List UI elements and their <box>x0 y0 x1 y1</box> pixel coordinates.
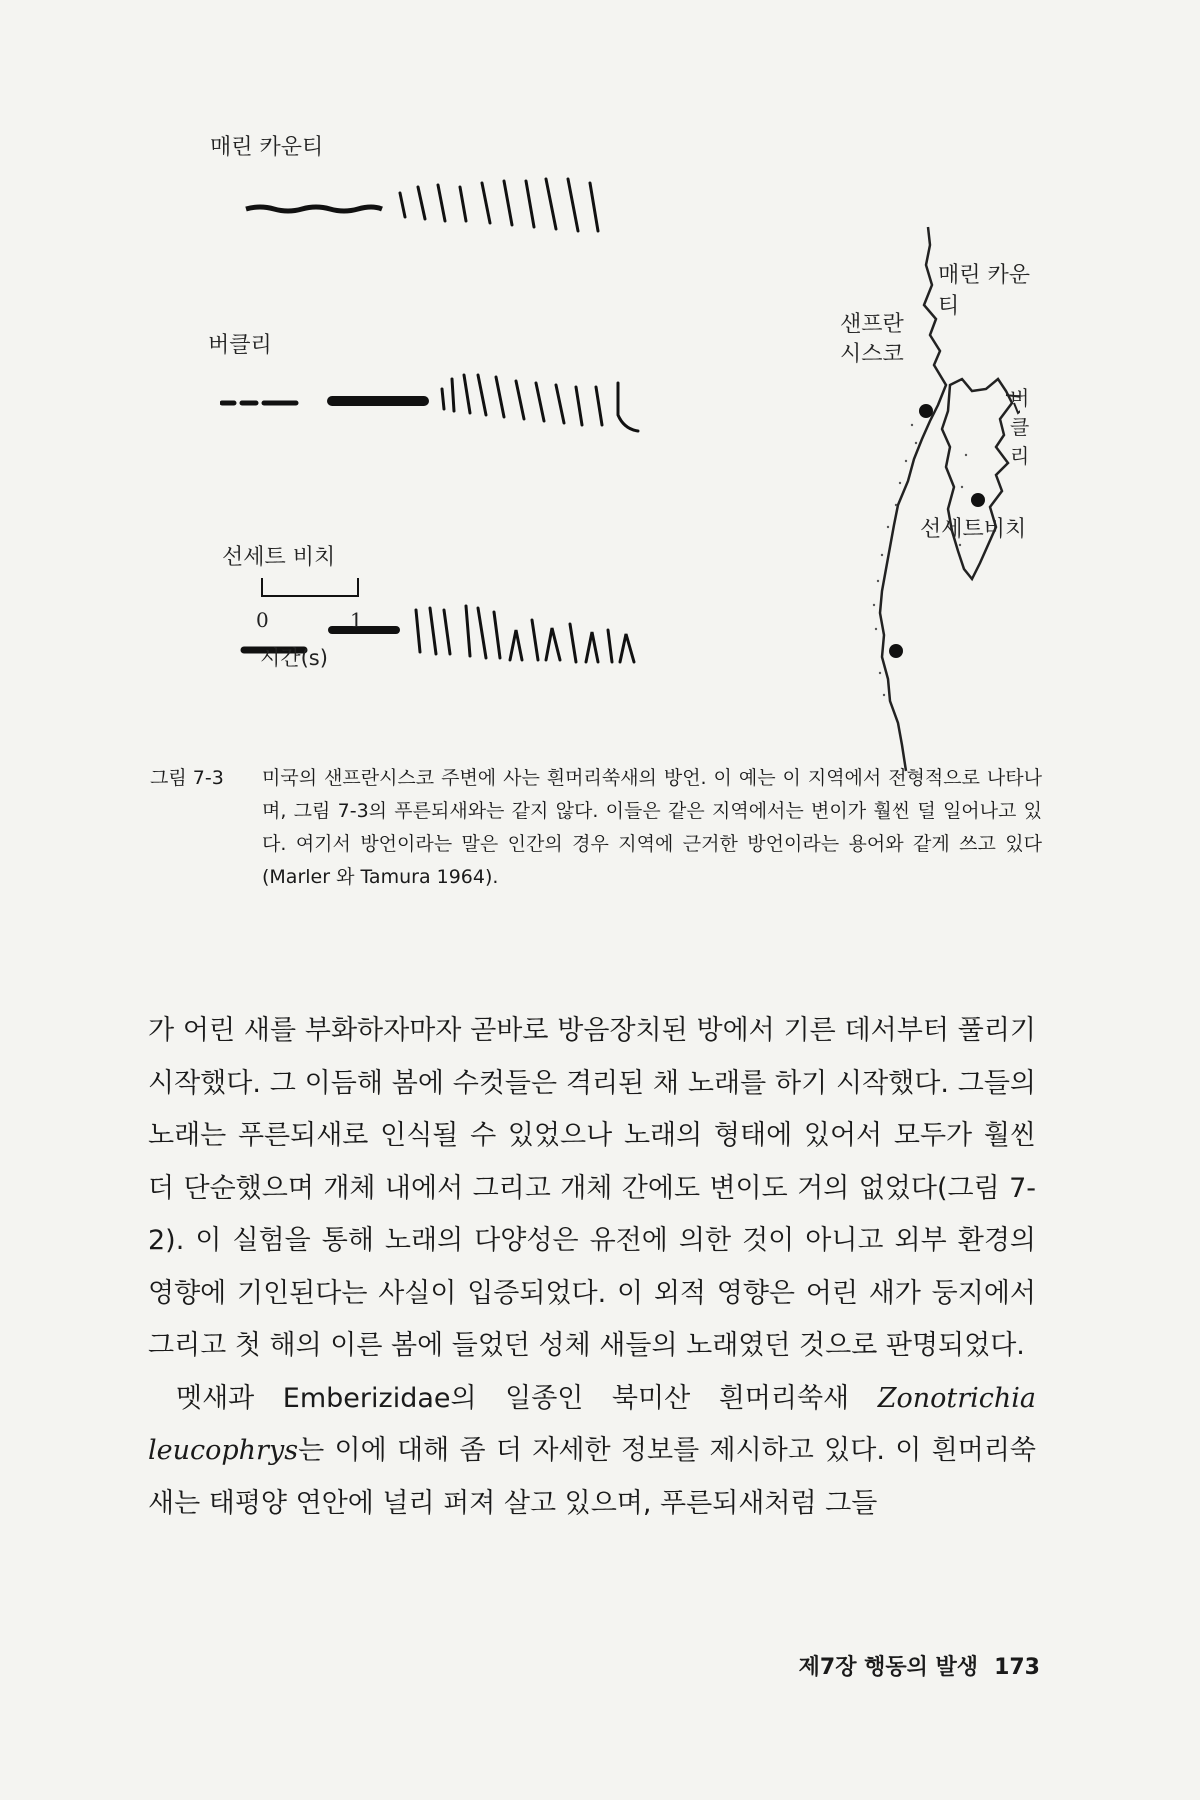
paragraph-2 <box>148 1373 1036 1531</box>
sonogram-label-berkeley: 버클리 <box>208 333 272 358</box>
scale-end: 1 <box>350 608 363 632</box>
map-label-berkeley: 버클리 <box>1010 386 1030 468</box>
body-text <box>148 1005 1036 1530</box>
caption-label: 그림 7-3 <box>150 767 224 789</box>
paragraph-2-start: 멧새과 Emberizidae의 일종인 북미산 흰머리쑥새 <box>176 1382 878 1414</box>
scale-start: 0 <box>256 608 269 632</box>
scale-unit-label: 시간(s) <box>260 646 328 670</box>
map-label-san-francisco: 샌프란 시스코 <box>840 312 904 367</box>
sonogram-marin <box>240 175 640 235</box>
species-name: Zonotrichia leucophrys <box>148 1382 1036 1466</box>
chapter-title: 제7장 행동의 발생 <box>798 1655 979 1680</box>
sonogram-label-sunset: 선세트 비치 <box>222 545 336 570</box>
sonogram-berkeley <box>220 365 660 435</box>
page-footer <box>700 1650 1040 1681</box>
caption-text: 미국의 샌프란시스코 주변에 사는 흰머리쑥새의 방언. 이 예는 이 지역에서 전형적으로 나타나며, 그림 7-3의 푸른되새와는 같지 않다. 이들은 같은 지역에서는 변이가 훨씬 덜 일어나고 있다. 여기서 방언이라는 말은 인간의 경우 지역에 근거한 방언이라는 용어와 같게 쓰고 있다(Marler 와 Tamura 1964). <box>262 767 1042 888</box>
paragraph-1: 가 어린 새를 부화하자마자 곧바로 방음장치된 방에서 기른 데서부터 풀리기 시작했다. 그 이듬해 봄에 수컷들은 격리된 채 노래를 하기 시작했다. 그들의 노래는 푸른되새로 인식될 수 있었으나 노래의 형태에 있어서 모두가 훨씬 더 단순했으며 개체 내에서 그리고 개체 간에도 변이도 거의 없었다(그림 7-2). 이 실험을 통해 노래의 다양성은 유전에 의한 것이 아니고 외부 환경의 영향에 기인된다는 사실이 입증되었다. 이 외적 영향은 어린 새가 둥지에서 그리고 첫 해의 이른 봄에 들었던 성체 새들의 노래였던 것으로 판명되었다. <box>148 1015 1036 1361</box>
map-label-sunset-beach: 선세트비치 <box>920 517 1027 542</box>
paragraph-2-rest: 는 이에 대해 좀 더 자세한 정보를 제시하고 있다. 이 흰머리쑥새는 태평양 연안에 널리 퍼져 살고 있으며, 푸른되새처럼 그들 <box>148 1435 1036 1519</box>
figure-dialect-sonograms <box>208 130 1040 760</box>
map-label-marin: 매린 카운티 <box>938 263 1031 319</box>
page-number: 173 <box>994 1655 1040 1680</box>
sonogram-label-marin: 매린 카운티 <box>210 135 324 160</box>
